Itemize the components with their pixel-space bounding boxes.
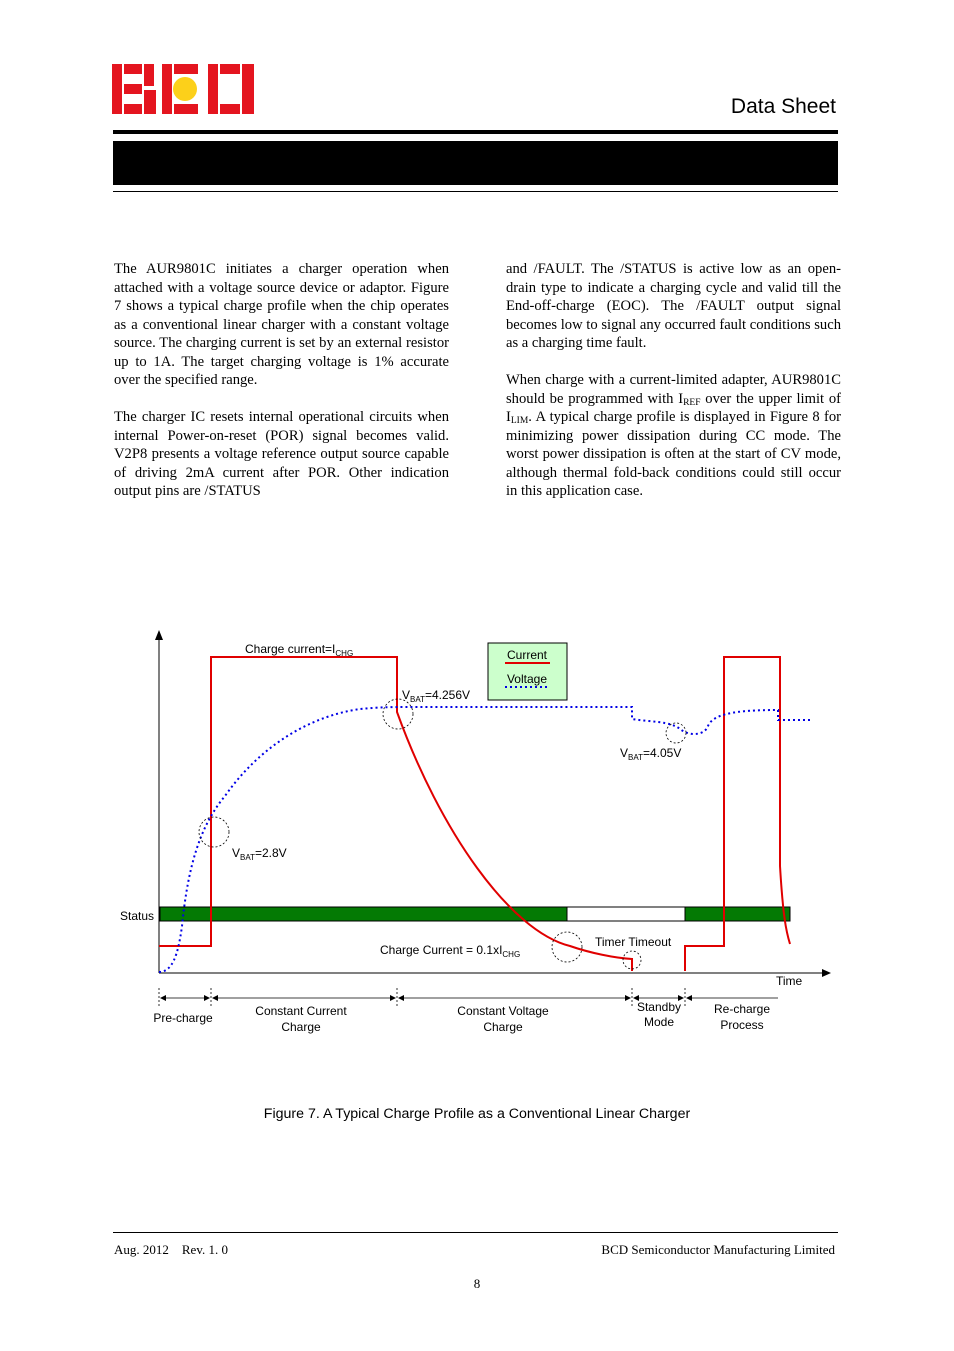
- figure-legend: [488, 643, 567, 700]
- header-rule: [113, 130, 838, 134]
- status-label: Status: [120, 909, 155, 923]
- left-column: [114, 260, 449, 519]
- page-number: 8: [473, 1276, 481, 1291]
- figure-caption: Figure 7. A Typical Charge Profile as a Conventional Linear Charger: [263, 1106, 691, 1122]
- phase-recharge-line2: Process: [720, 1018, 764, 1032]
- status-bar: [160, 907, 790, 921]
- right-paragraph-2: When charge with a current-limited adapter, AUR9801C should be programmed with $I_{REF}$ over the upper limit of $I_{LIM}$. A typical charge profile is displayed in Figure 8 for minimizing power dissipation during CC mode. The worst power dissipation is often at the start of CV mode, although thermal fold-back conditions could still occur in this application case.: [506, 372, 841, 499]
- phase-standby-line2: Mode: [643, 1015, 675, 1029]
- footer-company: BCD Semiconductor Manufacturing Limited: [601, 1242, 835, 1257]
- vbat-recharge-label: $V_{BAT}=4.05V$: [620, 746, 682, 762]
- right-column: [506, 260, 841, 519]
- voltage-curve: [159, 707, 812, 972]
- phase-cv-line2: Charge: [483, 1020, 523, 1034]
- phase-standby-line1: Standby: [636, 1000, 682, 1014]
- time-axis-label: Time: [776, 974, 803, 988]
- charge-profile-figure: [110, 626, 840, 1046]
- timer-timeout-label: Timer Timeout: [595, 935, 672, 949]
- legend-voltage-label: Voltage: [506, 672, 548, 686]
- phase-cc-line2: Charge: [281, 1020, 321, 1034]
- bcd-logo: [112, 64, 254, 114]
- doc-type-label: Data Sheet: [730, 95, 836, 118]
- header-rule-thin: [113, 191, 838, 192]
- phase-precharge: Pre-charge: [153, 1011, 213, 1025]
- charge-current-label: Charge $current=I_{CHG}$: [245, 642, 354, 658]
- left-paragraph-2: The charger IC resets internal operational circuits when internal Power-on-reset (POR) signal becomes valid. V2P8 presents a voltage reference output source capable of driving 2mA current after POR. Other indication output pins are /STATUS: [114, 409, 449, 499]
- phase-cv-line1: Constant Voltage: [457, 1004, 549, 1018]
- footer-date-revision: Aug. 2012 Rev. 1. 0: [114, 1242, 228, 1257]
- vbat-precharge-label: $V_{BAT}=2.8V$: [232, 846, 287, 862]
- right-paragraph-1: and /FAULT. The /STATUS is active low as an open-drain type to indicate a charging cycle and valid till the End-off-charge (EOC). The /FAULT output signal becomes low to signal any occurred fault conditions such as a charging time fault.: [506, 261, 841, 351]
- current-curve: [159, 657, 790, 971]
- legend-current-label: Current: [506, 648, 548, 662]
- left-paragraph-1: The AUR9801C initiates a charger operation when attached with a voltage source device or adaptor. Figure 7 shows a typical charge profile when the chip operates as a conventional linear charger with a constant voltage source. The charging current is set by an external resistor up to 1A. The target charging voltage is 1% accurate over the specified range.: [114, 261, 449, 388]
- title-bar: [113, 141, 838, 185]
- highlight-circles: [199, 699, 686, 969]
- phase-cc-line1: Constant Current: [255, 1004, 347, 1018]
- footer-rule: [113, 1232, 838, 1233]
- eoc-current-label: Charge Current = $0.1xI_{CHG}$: [380, 943, 521, 959]
- phase-labels: [153, 1000, 770, 1034]
- phase-recharge-line1: Re-charge: [713, 1002, 771, 1016]
- vbat-cv-label: $V_{BAT}=4.256V$: [402, 688, 471, 704]
